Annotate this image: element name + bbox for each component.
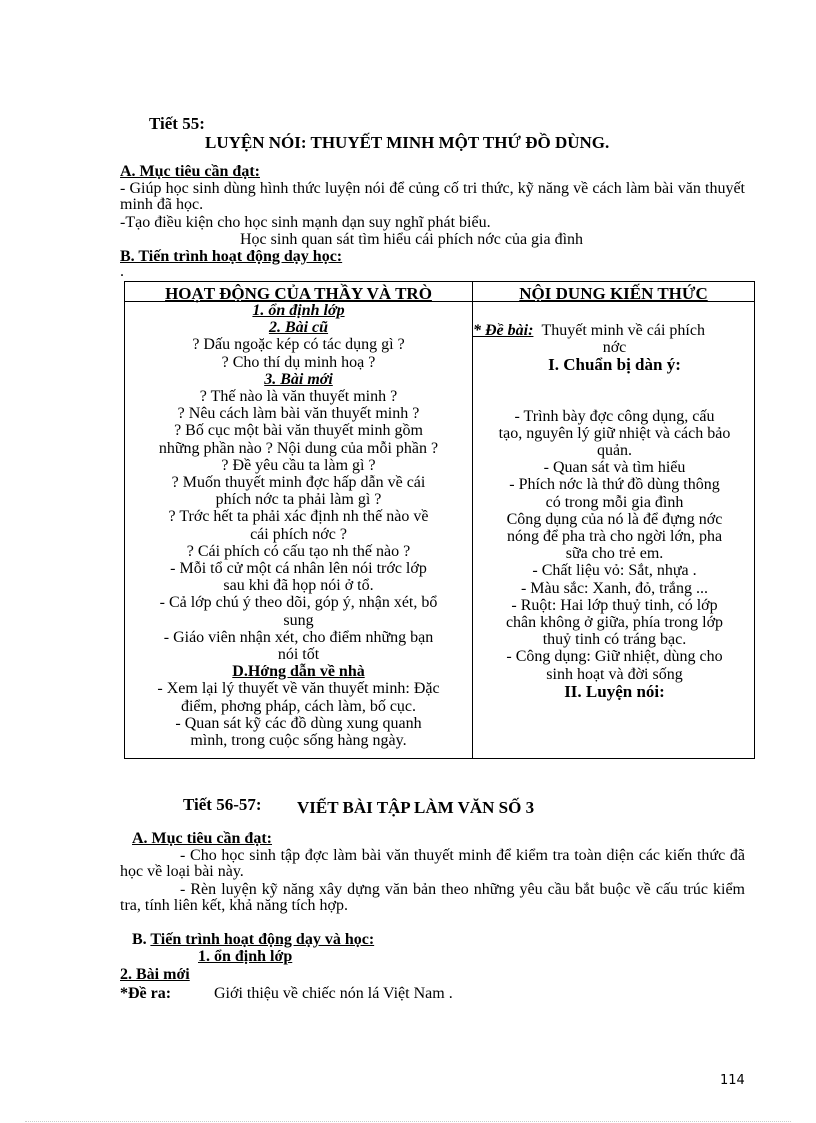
knowledge-line: Công dụng của nó là để đựng nớc [506,510,723,528]
activity-line: mình, trong cuộc sống hàng ngày. [190,732,407,750]
objective-2: -Tạo điều kiện cho học sinh mạnh dạn suy nghĩ phát biểu. [120,214,491,231]
activity-line: ? Cái phích có cấu tạo nh thế nào ? [186,542,411,560]
activity-line: ? Trớc hết ta phải xác định nh thế nào về [168,508,429,526]
activity-line: - Giáo viên nhận xét, cho điểm những bạn [163,628,434,646]
lesson2-topic-text: Giới thiệu về chiếc nón lá Việt Nam . [214,985,453,1002]
stray-dot: . [120,263,124,280]
activity-line: ? Nêu cách làm bài văn thuyết minh ? [177,405,420,423]
knowledge-line: - Công dụng: Giữ nhiệt, dùng cho [506,648,723,666]
topic-text-2: nớc [602,339,627,357]
activity-line: ? Đề yêu cầu ta làm gì ? [221,456,376,474]
objective-1: - Giúp học sinh dùng hình thức luyện nói để củng cố tri thức, kỹ năng về cách làm bài văn thuyết minh đã học. [120,180,745,213]
activity-line: 2. Bài cũ [268,319,329,337]
knowledge-column [473,322,756,700]
lesson2-section-b-prefix: B. [132,931,151,948]
activity-line: sung [283,611,314,629]
knowledge-line: - Quan sát và tìm hiểu [543,459,686,477]
lesson2-title: VIẾT BÀI TẬP LÀM VĂN SỐ 3 [297,798,535,817]
activity-line: nói tốt [277,646,320,664]
objective-3: Học sinh quan sát tìm hiểu cái phích nớc của gia đình [240,231,584,248]
activity-line: những phần nào ? Nội dung của mỗi phần ? [158,439,439,457]
activity-line: D.Hớng dẫn về nhà [232,663,365,681]
lesson2-section-b-title: Tiến trình hoạt động dạy và học: [150,931,375,948]
lesson2-item-2: 2. Bài mới [120,966,190,983]
section-b-heading: B. Tiến trình hoạt động dạy học: [120,248,343,265]
outline-heading: I. Chuẩn bị dàn ý: [548,355,681,375]
activity-line: - Cả lớp chú ý theo dõi, góp ý, nhận xét, bổ [159,594,438,612]
activity-line: 3. Bài mới [264,370,333,388]
knowledge-line: - Trình bày đợc công dụng, cấu [514,407,715,425]
knowledge-line: có trong mỗi gia đình [545,493,684,511]
activity-line: - Mỗi tổ cử một cá nhân lên nói trớc lớp [170,560,427,578]
topic-text: Thuyết minh về cái phích [541,322,705,339]
knowledge-line: thuỷ tinh có tráng bạc. [542,631,687,649]
col2-header: NỘI DUNG KIẾN THỨC [519,284,708,303]
section-a-heading: A. Mục tiêu cần đạt: [120,163,260,180]
activity-line: điểm, phơng pháp, cách làm, bố cục. [180,697,417,715]
lesson-title: LUYỆN NÓI: THUYẾT MINH MỘT THỨ ĐỒ DÙNG. [205,133,610,152]
activity-line: phích nớc ta phải làm gì ? [215,491,382,509]
activity-line: ? Muốn thuyết minh đợc hấp dẫn về cái [171,474,426,492]
knowledge-line: tạo, nguyên lý giữ nhiệt và cách bảo [498,424,731,442]
lesson2-label: Tiết 56-57: [183,795,262,814]
lesson-label: Tiết 55: [149,114,205,133]
topic-label: * Đề bài: [473,322,534,339]
knowledge-line: quản. [596,442,633,460]
activity-line: ? Cho thí dụ minh hoạ ? [221,353,376,371]
activity-line: - Xem lại lý thuyết về văn thuyết minh: Đặc [157,680,440,698]
activity-line: sau khi đã họp nói ở tổ. [223,577,374,595]
practice-heading: II. Luyện nói: [564,681,665,701]
lesson2-section-b [132,931,374,949]
lesson2-objective-1: - Cho học sinh tập đợc làm bài văn thuyết minh để kiểm tra toàn diện các kiến thức đã học về loại bài này. [120,847,745,880]
activity-line: ? Thế nào là văn thuyết minh ? [199,388,398,406]
knowledge-line: nóng để pha trà cho ngời lớn, pha [506,528,723,546]
activity-line: ? Bố cục một bài văn thuyết minh gồm [174,422,423,440]
page-number: 114 [720,1073,745,1088]
knowledge-line: - Ruột: Hai lớp thuỷ tinh, có lớp [511,596,718,614]
col1-header: HOẠT ĐỘNG CỦA THẦY VÀ TRÒ [165,284,432,303]
lesson2-topic-label: *Đề ra: [120,985,172,1002]
activity-line: 1. ổn định lớp [252,302,345,319]
knowledge-line: - Phích nớc là thứ đồ dùng thông [509,476,720,494]
activity-line: cái phích nớc ? [250,525,347,543]
knowledge-line: sữa cho trẻ em. [565,545,664,563]
lesson2-objective-2: - Rèn luyện kỹ năng xây dựng văn bản theo những yêu cầu bắt buộc về cấu trúc kiểm tra, tính liên kết, khả năng tích hợp. [120,881,745,914]
activity-table [124,281,755,759]
knowledge-line: - Chất liệu vỏ: Sắt, nhựa . [532,562,697,580]
activity-line: ? Dấu ngoặc kép có tác dụng gì ? [192,336,405,354]
activity-line: - Quan sát kỹ các đồ dùng xung quanh [175,714,422,732]
lesson2-item-1: 1. ổn định lớp [198,948,293,965]
lesson2-section-a: A. Mục tiêu cần đạt: [132,830,272,847]
knowledge-line: sinh hoạt và đời sống [546,665,683,683]
page-bottom-rule [25,1121,791,1122]
knowledge-line: - Màu sắc: Xanh, đỏ, trắng ... [520,579,709,597]
teacher-student-column [125,302,472,749]
knowledge-line: chân không ở giữa, phía trong lớp [505,614,724,632]
